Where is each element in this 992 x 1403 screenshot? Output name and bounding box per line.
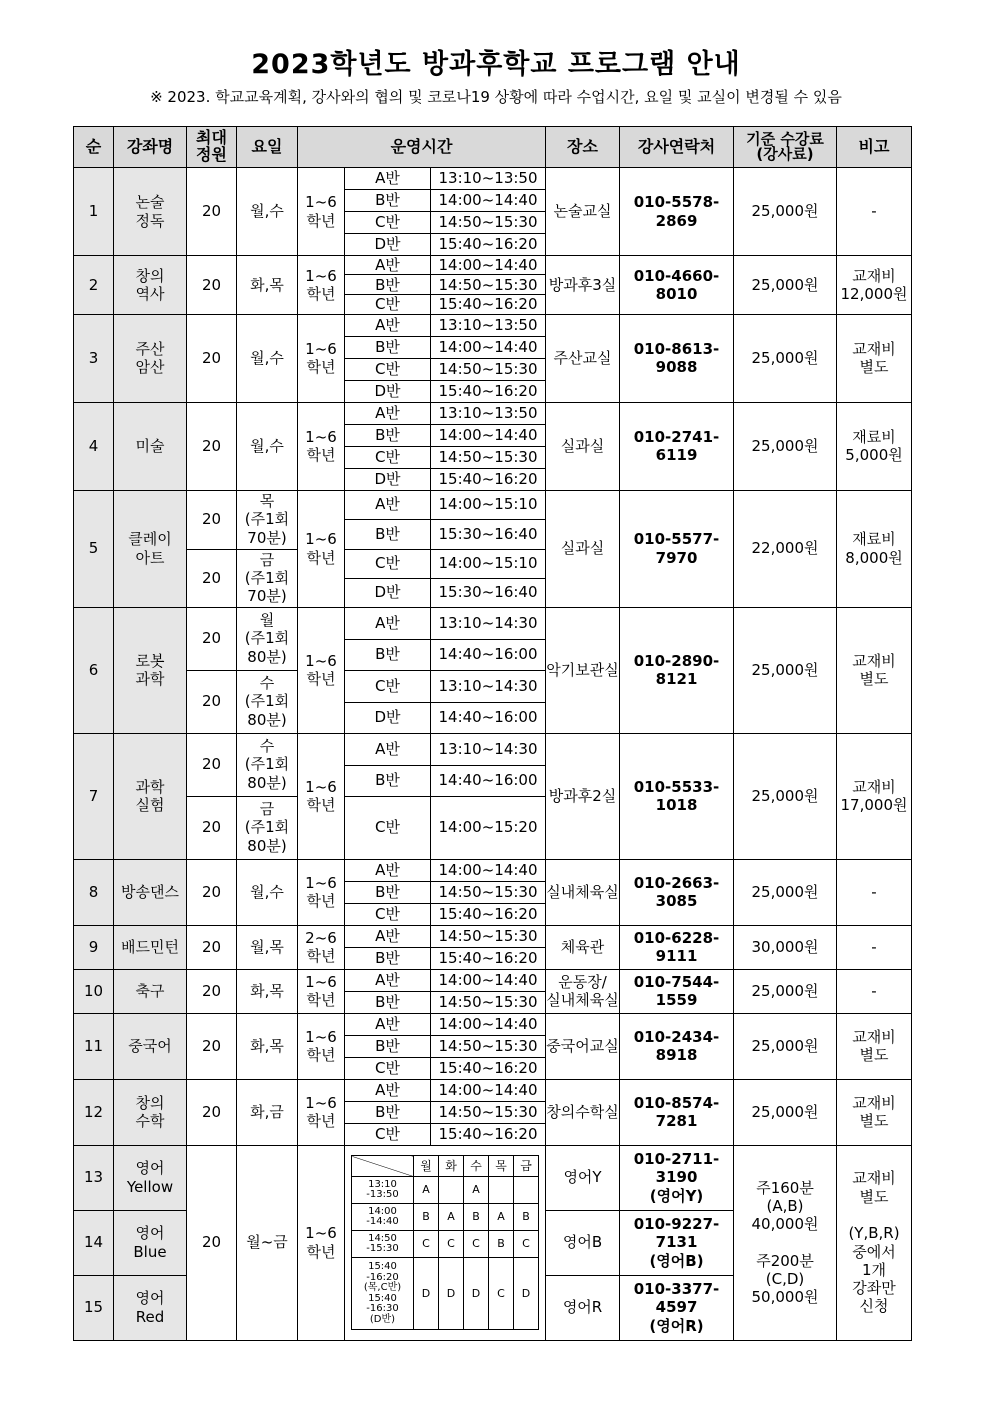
- course-no: 4: [74, 402, 114, 490]
- course-day: 월~금: [237, 1145, 298, 1340]
- course-fee: 25,000원: [734, 314, 837, 402]
- class-label: B반: [345, 639, 431, 670]
- course-name: 중국어: [114, 1013, 187, 1079]
- table-row: [74, 314, 912, 336]
- class-label: A반: [345, 402, 431, 424]
- course-note: 교재비 별도: [837, 607, 912, 733]
- class-time: 14:00~14:40: [431, 336, 546, 358]
- class-label: C반: [345, 212, 431, 234]
- class-label: A반: [345, 733, 431, 765]
- course-no: 1: [74, 168, 114, 256]
- class-label: C반: [345, 358, 431, 380]
- course-name: 영어 Red: [114, 1275, 187, 1340]
- table-row: [74, 1013, 912, 1035]
- schedule-cell: [439, 1177, 464, 1204]
- class-label: C반: [345, 446, 431, 468]
- course-day: 화,목: [237, 1013, 298, 1079]
- class-label: A반: [345, 168, 431, 190]
- header-capacity: 최대 정원: [187, 127, 237, 168]
- class-time: 13:10~13:50: [431, 168, 546, 190]
- schedule-day: 화: [439, 1156, 464, 1177]
- class-time: 14:50~15:30: [431, 881, 546, 903]
- course-fee: 30,000원: [734, 925, 837, 969]
- table-row: [74, 1079, 912, 1101]
- class-time: 14:00~14:40: [431, 1013, 546, 1035]
- schedule-cell: C: [514, 1231, 539, 1258]
- class-time: 14:50~15:30: [431, 275, 546, 295]
- schedule-day: 월: [414, 1156, 439, 1177]
- class-time: 15:40~16:20: [431, 903, 546, 925]
- course-place: 논술교실: [546, 168, 620, 256]
- course-grade: 1~6 학년: [298, 733, 345, 859]
- course-name: 주산 암산: [114, 314, 187, 402]
- course-name: 방송댄스: [114, 859, 187, 925]
- class-time: 13:10~13:50: [431, 402, 546, 424]
- table-row: [74, 859, 912, 881]
- header-fee: 기준 수강료 (강사료): [734, 127, 837, 168]
- course-contact: 010-2434-8918: [620, 1013, 734, 1079]
- course-day: 월,수: [237, 402, 298, 490]
- course-day: 목 (주1회 70분): [237, 490, 298, 549]
- course-note: 재료비 8,000원: [837, 490, 912, 607]
- course-day: 월,수: [237, 314, 298, 402]
- header-contact: 강사연락처: [620, 127, 734, 168]
- course-day: 월,수: [237, 168, 298, 256]
- course-place: 영어B: [546, 1210, 620, 1275]
- class-label: A반: [345, 1013, 431, 1035]
- schedule-time: 14:50 -15:30: [352, 1231, 414, 1258]
- table-row: [74, 402, 912, 424]
- class-time: 14:50~15:30: [431, 212, 546, 234]
- course-contact: 010-5578-2869: [620, 168, 734, 256]
- course-fee: 25,000원: [734, 733, 837, 859]
- course-no: 9: [74, 925, 114, 969]
- course-name: 과학 실험: [114, 733, 187, 859]
- course-place: 방과후3실: [546, 256, 620, 315]
- class-label: C반: [345, 549, 431, 578]
- class-label: B반: [345, 275, 431, 295]
- class-time: 14:40~16:00: [431, 639, 546, 670]
- schedule-cell: C: [439, 1231, 464, 1258]
- course-fee: 25,000원: [734, 402, 837, 490]
- course-day: 수 (주1회 80분): [237, 733, 298, 796]
- course-fee: 25,000원: [734, 168, 837, 256]
- course-place: 영어Y: [546, 1145, 620, 1210]
- page-title: 2023학년도 방과후학교 프로그램 안내: [251, 49, 741, 80]
- class-label: B반: [345, 336, 431, 358]
- notice-text: ※ 2023. 학교교육계획, 강사와의 협의 및 코로나19 상황에 따라 수업시간, 요일 및 교실이 변경될 수 있음: [150, 88, 842, 106]
- course-capacity: 20: [187, 549, 237, 607]
- schedule-day: 금: [514, 1156, 539, 1177]
- course-no: 13: [74, 1145, 114, 1210]
- course-name: 로봇 과학: [114, 607, 187, 733]
- table-row: [74, 490, 912, 519]
- course-place: 실내체육실: [546, 859, 620, 925]
- course-capacity: 20: [187, 402, 237, 490]
- class-time: 14:00~15:10: [431, 490, 546, 519]
- course-no: 2: [74, 256, 114, 315]
- course-grade: 1~6 학년: [298, 168, 345, 256]
- class-label: B반: [345, 765, 431, 796]
- class-label: B반: [345, 424, 431, 446]
- course-name: 축구: [114, 969, 187, 1013]
- course-contact: 010-9227-7131 (영어B): [620, 1210, 734, 1275]
- class-time: 15:40~16:20: [431, 380, 546, 402]
- header-name: 강좌명: [114, 127, 187, 168]
- course-name: 창의 역사: [114, 256, 187, 315]
- course-capacity: 20: [187, 490, 237, 549]
- course-capacity: 20: [187, 969, 237, 1013]
- course-no: 5: [74, 490, 114, 607]
- course-no: 6: [74, 607, 114, 733]
- course-note: 교재비 별도: [837, 314, 912, 402]
- course-grade: 1~6 학년: [298, 859, 345, 925]
- class-time: 14:00~14:40: [431, 859, 546, 881]
- schedule-cell: A: [489, 1204, 514, 1231]
- class-label: C반: [345, 295, 431, 314]
- class-label: A반: [345, 1079, 431, 1101]
- header-day: 요일: [237, 127, 298, 168]
- class-label: B반: [345, 991, 431, 1013]
- course-capacity: 20: [187, 314, 237, 402]
- course-contact: 010-2711-3190 (영어Y): [620, 1145, 734, 1210]
- course-note: 교재비 12,000원: [837, 256, 912, 315]
- course-grade: 1~6 학년: [298, 256, 345, 315]
- class-label: D반: [345, 702, 431, 733]
- course-capacity: 20: [187, 859, 237, 925]
- course-contact: 010-2663-3085: [620, 859, 734, 925]
- class-label: D반: [345, 468, 431, 490]
- course-fee: 25,000원: [734, 969, 837, 1013]
- class-time: 14:00~15:10: [431, 549, 546, 578]
- course-day: 금 (주1회 80분): [237, 796, 298, 859]
- class-time: 14:50~15:30: [431, 446, 546, 468]
- schedule-row: [352, 1204, 539, 1231]
- course-note: -: [837, 168, 912, 256]
- course-fee: 25,000원: [734, 1013, 837, 1079]
- course-place: 실과실: [546, 490, 620, 607]
- schedule-cell: B: [489, 1231, 514, 1258]
- course-fee: 22,000원: [734, 490, 837, 607]
- schedule-cell: C: [489, 1258, 514, 1330]
- course-fee: 25,000원: [734, 256, 837, 315]
- course-contact: 010-2741-6119: [620, 402, 734, 490]
- schedule-time: 13:10 -13:50: [352, 1177, 414, 1204]
- course-name: 논술 정독: [114, 168, 187, 256]
- class-time: 14:50~15:30: [431, 925, 546, 947]
- schedule-cell: C: [414, 1231, 439, 1258]
- course-name: 영어 Blue: [114, 1210, 187, 1275]
- class-label: B반: [345, 947, 431, 969]
- course-day: 화,금: [237, 1079, 298, 1145]
- course-place: 실과실: [546, 402, 620, 490]
- class-time: 15:40~16:20: [431, 468, 546, 490]
- course-capacity: 20: [187, 1145, 237, 1340]
- class-label: B반: [345, 519, 431, 549]
- class-label: B반: [345, 1101, 431, 1123]
- course-contact: 010-2890-8121: [620, 607, 734, 733]
- course-note: 교재비 17,000원: [837, 733, 912, 859]
- course-day: 금 (주1회 70분): [237, 549, 298, 607]
- class-label: C반: [345, 903, 431, 925]
- header-time: 운영시간: [298, 127, 546, 168]
- course-grade: 1~6 학년: [298, 607, 345, 733]
- class-time: 14:50~15:30: [431, 991, 546, 1013]
- schedule-day: 목: [489, 1156, 514, 1177]
- course-capacity: 20: [187, 168, 237, 256]
- schedule-corner: [352, 1156, 414, 1177]
- schedule-cell: D: [414, 1258, 439, 1330]
- course-name: 미술: [114, 402, 187, 490]
- course-place: 체육관: [546, 925, 620, 969]
- class-time: 14:50~15:30: [431, 358, 546, 380]
- schedule-row: [352, 1177, 539, 1204]
- course-name: 클레이 아트: [114, 490, 187, 607]
- class-time: 15:40~16:20: [431, 1123, 546, 1145]
- course-contact: 010-8574-7281: [620, 1079, 734, 1145]
- class-time: 13:10~14:30: [431, 670, 546, 702]
- header-no: 순: [74, 127, 114, 168]
- schedule-cell: A: [464, 1177, 489, 1204]
- class-label: C반: [345, 796, 431, 859]
- schedule-day: 수: [464, 1156, 489, 1177]
- schedule-cell: B: [514, 1204, 539, 1231]
- course-place: 방과후2실: [546, 733, 620, 859]
- english-schedule-grid: [351, 1155, 539, 1330]
- course-fee: 25,000원: [734, 859, 837, 925]
- course-place: 악기보관실: [546, 607, 620, 733]
- class-time: 15:40~16:20: [431, 947, 546, 969]
- class-label: B반: [345, 190, 431, 212]
- course-capacity: 20: [187, 1079, 237, 1145]
- class-time: 14:50~15:30: [431, 1035, 546, 1057]
- course-grade: 1~6 학년: [298, 969, 345, 1013]
- course-grade: 2~6 학년: [298, 925, 345, 969]
- class-label: A반: [345, 256, 431, 275]
- class-time: 15:40~16:20: [431, 1057, 546, 1079]
- course-grade: 1~6 학년: [298, 314, 345, 402]
- course-capacity: 20: [187, 925, 237, 969]
- course-grade: 1~6 학년: [298, 1079, 345, 1145]
- table-row: [74, 733, 912, 765]
- table-row: [74, 168, 912, 190]
- schedule-time: 14:00 -14:40: [352, 1204, 414, 1231]
- course-fee: 25,000원: [734, 1079, 837, 1145]
- course-note: -: [837, 969, 912, 1013]
- course-day: 화,목: [237, 969, 298, 1013]
- schedule-row: [352, 1258, 539, 1330]
- course-name: 배드민턴: [114, 925, 187, 969]
- class-time: 14:00~14:40: [431, 969, 546, 991]
- course-no: 12: [74, 1079, 114, 1145]
- course-capacity: 20: [187, 607, 237, 670]
- course-no: 7: [74, 733, 114, 859]
- course-day: 월 (주1회 80분): [237, 607, 298, 670]
- header-place: 장소: [546, 127, 620, 168]
- schedule-row: [352, 1231, 539, 1258]
- schedule-cell: D: [439, 1258, 464, 1330]
- header-note: 비고: [837, 127, 912, 168]
- course-capacity: 20: [187, 733, 237, 796]
- course-grade: 1~6 학년: [298, 402, 345, 490]
- course-contact: 010-5577-7970: [620, 490, 734, 607]
- course-contact: 010-6228-9111: [620, 925, 734, 969]
- course-capacity: 20: [187, 256, 237, 315]
- course-grade: 1~6 학년: [298, 1013, 345, 1079]
- course-fee: 25,000원: [734, 607, 837, 733]
- class-label: C반: [345, 670, 431, 702]
- course-no: 14: [74, 1210, 114, 1275]
- schedule-cell: A: [414, 1177, 439, 1204]
- course-contact: 010-5533-1018: [620, 733, 734, 859]
- course-fee: 주160분 (A,B) 40,000원 주200분 (C,D) 50,000원: [734, 1145, 837, 1340]
- course-contact: 010-7544-1559: [620, 969, 734, 1013]
- class-label: D반: [345, 578, 431, 607]
- course-note: 재료비 5,000원: [837, 402, 912, 490]
- table-row: [74, 969, 912, 991]
- schedule-cell: D: [464, 1258, 489, 1330]
- schedule-cell: A: [439, 1204, 464, 1231]
- course-grade: 1~6 학년: [298, 1145, 345, 1340]
- table-header-row: [74, 127, 912, 168]
- course-grade: 1~6 학년: [298, 490, 345, 607]
- class-time: 13:10~14:30: [431, 607, 546, 639]
- class-label: D반: [345, 380, 431, 402]
- class-time: 15:30~16:40: [431, 519, 546, 549]
- course-place: 중국어교실: [546, 1013, 620, 1079]
- english-schedule: [345, 1145, 546, 1340]
- class-label: C반: [345, 1123, 431, 1145]
- course-note: 교재비 별도 (Y,B,R) 중에서 1개 강좌만 신청: [837, 1145, 912, 1340]
- schedule-cell: B: [414, 1204, 439, 1231]
- schedule-cell: B: [464, 1204, 489, 1231]
- class-time: 15:40~16:20: [431, 234, 546, 256]
- course-place: 운동장/ 실내체육실: [546, 969, 620, 1013]
- table-row: [74, 925, 912, 947]
- class-label: D반: [345, 234, 431, 256]
- class-time: 14:40~16:00: [431, 702, 546, 733]
- class-label: A반: [345, 314, 431, 336]
- class-label: A반: [345, 859, 431, 881]
- course-day: 수 (주1회 80분): [237, 670, 298, 733]
- course-no: 11: [74, 1013, 114, 1079]
- schedule-cell: C: [464, 1231, 489, 1258]
- course-capacity: 20: [187, 796, 237, 859]
- schedule-header-row: [352, 1156, 539, 1177]
- table-row: [74, 607, 912, 639]
- class-time: 14:00~14:40: [431, 256, 546, 275]
- course-place: 주산교실: [546, 314, 620, 402]
- class-time: 15:40~16:20: [431, 295, 546, 314]
- class-label: A반: [345, 490, 431, 519]
- class-time: 14:00~14:40: [431, 1079, 546, 1101]
- class-time: 14:00~14:40: [431, 190, 546, 212]
- class-time: 13:10~13:50: [431, 314, 546, 336]
- class-label: A반: [345, 925, 431, 947]
- course-note: -: [837, 859, 912, 925]
- course-day: 화,목: [237, 256, 298, 315]
- schedule-cell: D: [514, 1258, 539, 1330]
- course-note: 교재비 별도: [837, 1079, 912, 1145]
- class-time: 14:00~14:40: [431, 424, 546, 446]
- schedule-cell: [514, 1177, 539, 1204]
- class-time: 14:40~16:00: [431, 765, 546, 796]
- course-note: -: [837, 925, 912, 969]
- class-label: C반: [345, 1057, 431, 1079]
- schedule-cell: [489, 1177, 514, 1204]
- class-time: 15:30~16:40: [431, 578, 546, 607]
- class-label: B반: [345, 1035, 431, 1057]
- class-label: A반: [345, 607, 431, 639]
- course-day: 월,수: [237, 859, 298, 925]
- program-table: [73, 126, 912, 1341]
- course-contact: 010-8613-9088: [620, 314, 734, 402]
- table-row: [74, 1145, 912, 1210]
- course-no: 10: [74, 969, 114, 1013]
- course-day: 월,목: [237, 925, 298, 969]
- course-capacity: 20: [187, 1013, 237, 1079]
- course-contact: 010-3377-4597 (영어R): [620, 1275, 734, 1340]
- class-label: B반: [345, 881, 431, 903]
- course-no: 8: [74, 859, 114, 925]
- schedule-time: 15:40 -16:20 (목,C반) 15:40 -16:30 (D반): [352, 1258, 414, 1330]
- class-time: 14:00~15:20: [431, 796, 546, 859]
- table-row: [74, 256, 912, 275]
- course-contact: 010-4660-8010: [620, 256, 734, 315]
- course-capacity: 20: [187, 670, 237, 733]
- course-no: 3: [74, 314, 114, 402]
- course-note: 교재비 별도: [837, 1013, 912, 1079]
- course-no: 15: [74, 1275, 114, 1340]
- class-label: A반: [345, 969, 431, 991]
- course-place: 영어R: [546, 1275, 620, 1340]
- course-name: 영어 Yellow: [114, 1145, 187, 1210]
- class-time: 14:50~15:30: [431, 1101, 546, 1123]
- class-time: 13:10~14:30: [431, 733, 546, 765]
- course-place: 창의수학실: [546, 1079, 620, 1145]
- course-name: 창의 수학: [114, 1079, 187, 1145]
